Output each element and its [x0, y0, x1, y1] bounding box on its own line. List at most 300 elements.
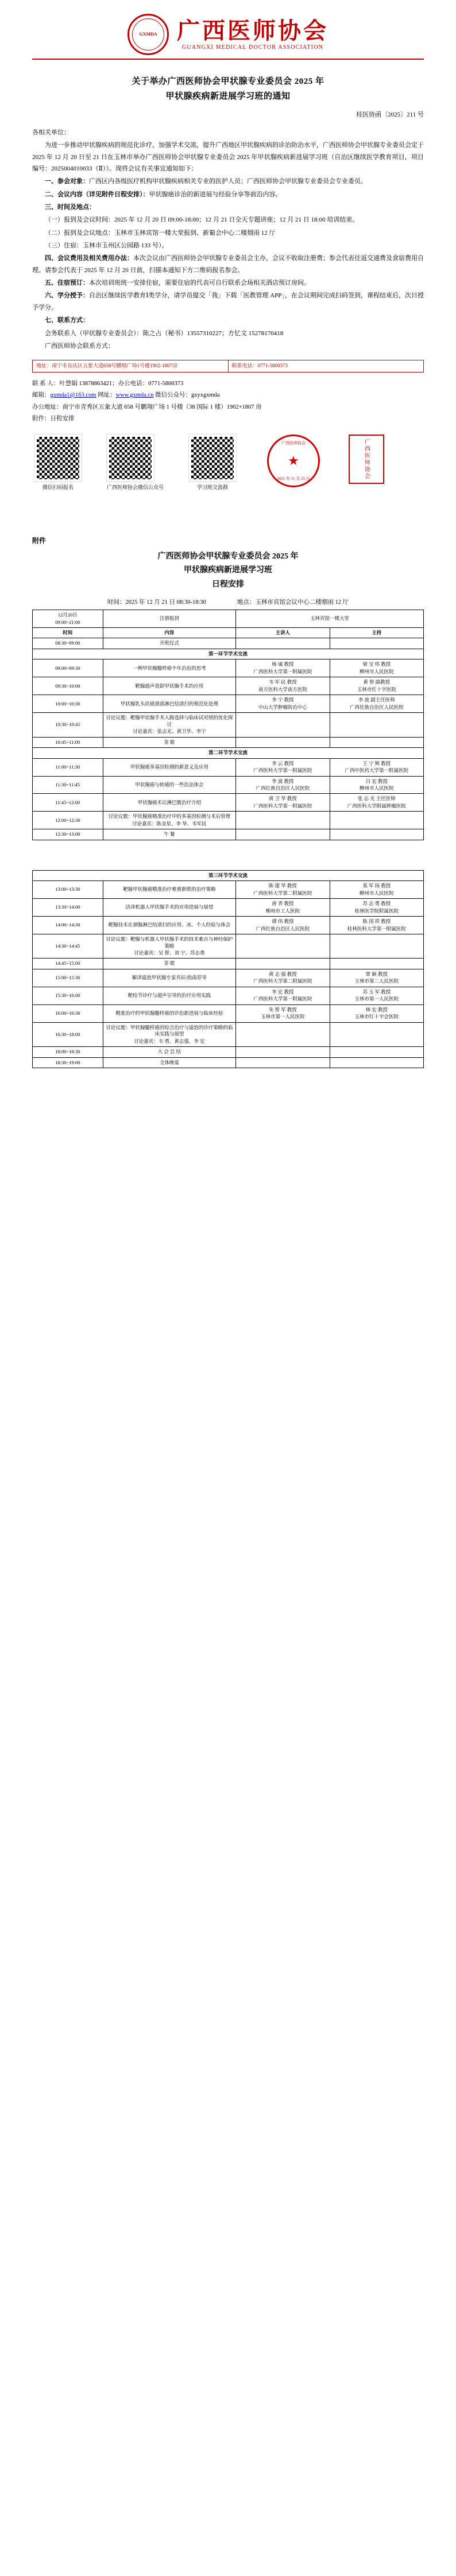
table-header-row	[33, 628, 424, 638]
schedule-content	[103, 959, 236, 969]
cell-line: 精准治疗的甲状腺髓样癌的诊治新进展与临床经验	[115, 1010, 223, 1017]
cell-line: 唐 青 教授	[272, 901, 294, 907]
table-row	[33, 987, 424, 1004]
document-number: 桂医协函〔2025〕211 号	[356, 111, 424, 118]
schedule-speaker	[236, 899, 330, 917]
cell-line: 11:45~12:00	[55, 799, 80, 805]
table-row	[33, 776, 424, 794]
schedule-time	[33, 638, 103, 649]
cell-line: 讨论议题：甲状腺癌精准治疗中的多基因检测与术后管理	[108, 813, 231, 820]
section-4-heading: 四、会议费用及相关费用办法：	[45, 255, 133, 262]
schedule-host	[330, 695, 423, 713]
cell-line: 广西医科大学第一附属医院	[253, 802, 312, 809]
attachment-meta	[32, 598, 424, 606]
red-contact-bar	[32, 360, 424, 373]
table-row	[33, 1047, 424, 1057]
schedule-time	[33, 959, 103, 969]
cell-line: 玉林市第二人民医院	[354, 978, 399, 984]
spacer	[32, 855, 424, 870]
letterhead-divider	[32, 59, 424, 60]
paragraph-intro: 为进一步推动甲状腺疾病的规范化诊疗，加强学术交流，提升广西地区甲状腺疾病的诊治防治水平，广西医师协会甲状腺专业委员会定于 2025 年 12 月 20 日至 21 日在玉林市举办广西医师协会甲状腺专业委员会 2025 年甲状腺疾病新进展学习班（自治区继续医学教育项目，项目编号：2025004010033（Ⅱ））。现将会议有关事宜通知如下：	[32, 142, 424, 173]
schedule-content	[103, 899, 236, 917]
cell-line: 苏 志 勇 教授	[362, 901, 391, 907]
cell-line: 开班仪式	[159, 640, 179, 646]
cell-line: 广西中医药大学第一附属医院	[345, 767, 409, 774]
cell-line: 12:30~13:00	[55, 831, 80, 837]
association-seal-icon	[127, 14, 169, 55]
cell-line: 全体晚宴	[159, 1059, 179, 1065]
cell-line: 12:00~12:30	[55, 817, 80, 823]
title-line-2: 甲状腺疾病新进展学习班的通知	[165, 91, 291, 101]
cell-line: 吕 宏 教授	[365, 778, 388, 784]
section-5-heading: 五、住宿预订：	[45, 280, 89, 287]
cell-line: 09:00~09:30	[55, 665, 80, 671]
cell-line: 15:00~15:30	[55, 975, 80, 981]
schedule-host	[330, 659, 423, 677]
spacer	[32, 521, 424, 536]
cell-line: 16:00~16:30	[55, 1010, 80, 1017]
attachment-label: 附件	[32, 536, 47, 545]
cell-line: 李 云 教授	[272, 760, 294, 766]
cell-line: 广西医科大学第一附属医院	[253, 767, 312, 774]
cell-line: 梁 宝 伟 教授	[362, 661, 391, 668]
schedule-time	[33, 881, 103, 899]
cell-line: 讨论嘉宾：陈金星、李 华、韦军民	[132, 820, 207, 827]
qr-signup-caption: 微信扫码报名	[42, 484, 74, 490]
schedule-host	[330, 899, 423, 917]
cell-line: 玉林市红十字会医院	[354, 1014, 399, 1020]
schedule-section-band	[33, 748, 424, 758]
star-icon: ★	[288, 453, 299, 468]
registration-label: 注册报到	[103, 610, 236, 628]
cell-line: 14:30~14:45	[55, 943, 80, 949]
cell-line: 茶 歇	[164, 739, 175, 745]
org-name-cn: 广西医师协会	[177, 17, 329, 44]
cell-line: 李 宁 教授	[272, 697, 294, 703]
cell-line: 广西壮族自治区人民医院	[256, 785, 310, 791]
cell-line: 11:30~11:45	[55, 781, 80, 787]
schedule-content	[103, 776, 236, 794]
schedule-section-label: 第三环节学术交流	[33, 870, 424, 880]
schedule-content	[103, 812, 236, 829]
schedule-time	[33, 677, 103, 695]
schedule-speaker	[236, 758, 330, 776]
schedule-host	[330, 987, 423, 1004]
column-header-1: 内容	[103, 628, 236, 638]
cell-line: 王 宁 辉 教授	[362, 760, 391, 766]
schedule-content	[103, 829, 236, 840]
cell-line: 朱 智 军 教授	[268, 1006, 297, 1012]
schedule-speaker	[236, 881, 330, 899]
cell-line: 莫 军 扬 教授	[362, 883, 391, 889]
cell-line: 桂林医学院附属医院	[354, 907, 399, 914]
vertical-red-stamp: 广西医师协会	[349, 434, 384, 484]
schedule-speaker	[236, 638, 330, 649]
schedule-time	[33, 934, 103, 959]
cell-line: 玉林市第一人民医院	[354, 996, 399, 1002]
contact-address-line: 办公地址：南宁市青秀区五象大道 658 号鹏翔广场 1 号楼（38 国际 1 楼）1902+1807 房	[32, 404, 262, 410]
schedule-host	[330, 969, 423, 987]
schedule-speaker	[236, 794, 330, 812]
schedule-host	[330, 1004, 423, 1022]
schedule-time	[33, 1004, 103, 1022]
schedule-content	[103, 881, 236, 899]
schedule-host	[330, 638, 423, 649]
salutation: 各相关单位：	[32, 129, 70, 136]
column-header-3: 主持	[330, 628, 423, 638]
column-header-0: 时间	[33, 628, 103, 638]
schedule-table-afternoon	[32, 870, 424, 1068]
cell-line: 活译机器人甲状腺手术的应用进展与展望	[125, 904, 214, 910]
seal-text: GXMDA	[139, 31, 157, 37]
schedule-content	[103, 638, 236, 649]
cell-line: 陈 建 华 教授	[268, 883, 297, 889]
cell-line: 13:30~14:00	[55, 904, 80, 910]
schedule-host	[330, 758, 423, 776]
cell-line: 讨论嘉宾：张志光、黄卫华、李宁	[133, 728, 206, 735]
table-row	[33, 659, 424, 677]
schedule-time	[33, 812, 103, 829]
spacer	[32, 491, 424, 506]
section-7-heading: 七、联系方式：	[45, 317, 89, 324]
red-contact-address: 地址：南宁市良庆区五象大道658号鹏翔广场1号楼1902-1807房	[36, 363, 177, 369]
cell-line: 大 会 总 结	[157, 1049, 181, 1055]
schedule-host	[330, 1057, 423, 1068]
cell-line: 广西医科大学第一附属医院	[253, 996, 312, 1002]
attachment-title	[32, 550, 424, 592]
schedule-speaker	[236, 917, 330, 934]
schedule-time	[33, 713, 103, 737]
cell-line: 15:30~16:00	[55, 992, 80, 999]
qr-group-caption: 学习班交流群	[197, 484, 229, 490]
spacer	[32, 506, 424, 521]
cell-line: 广西壮族自治区人民医院	[256, 925, 310, 932]
table-row	[33, 794, 424, 812]
table-row	[33, 881, 424, 899]
table-row	[33, 829, 424, 840]
qr-official-account[interactable]	[107, 434, 164, 491]
letterhead-text	[177, 19, 329, 51]
website-label: 网址：	[96, 392, 116, 399]
schedule-host	[330, 917, 423, 934]
schedule-speaker	[236, 776, 330, 794]
schedule-host	[330, 829, 423, 840]
cell-line: 10:00~10:30	[55, 700, 80, 707]
spacer	[32, 1068, 424, 1083]
cell-line: 09:30~10:00	[55, 682, 80, 689]
section-3	[32, 201, 424, 213]
wechat-label: 微信公众号：gxyxgxmda	[153, 392, 220, 399]
stamp-org-text: 广西医师协会	[281, 440, 306, 445]
table-row	[33, 1022, 424, 1046]
red-contact-phone: 联系电话：0771-5800373	[228, 360, 424, 372]
table-row	[33, 737, 424, 747]
schedule-content	[103, 1047, 236, 1057]
cell-line: 广西医科大学第二附属医院	[253, 978, 312, 984]
meta-time: 时间：2025 年 12 月 21 日 08:30-18:30	[107, 599, 206, 606]
document-page	[0, 0, 456, 1083]
cell-line: 11:00~11:30	[55, 763, 80, 770]
registration-place: 玉林宾馆一楼大堂	[236, 610, 424, 628]
qr-code-icon[interactable]	[107, 434, 154, 482]
schedule-speaker	[236, 969, 330, 987]
cell-line: 覃 颖 教授	[365, 971, 388, 977]
cell-line: 14:45~15:00	[55, 960, 80, 967]
cell-line: 柳州市人民医院	[360, 785, 394, 791]
attachment-reference: 附件：日程安排	[32, 416, 75, 422]
cell-line: 南方医科大学南方医院	[258, 686, 307, 692]
stamp-date-text: 2025 年 11 月 25 日	[277, 476, 310, 481]
cell-line: 一例甲状腺髓样癌个年治治的思考	[133, 665, 206, 671]
section-1-heading: 一、参会对象：	[45, 178, 89, 185]
cell-line: 解译滤泡甲状腺专家共识/指南荐导	[132, 975, 207, 981]
cell-line: 柳州市工人医院	[265, 907, 300, 914]
spacer	[32, 840, 424, 855]
table-row	[33, 812, 424, 829]
schedule-time	[33, 758, 103, 776]
schedule-time	[33, 659, 103, 677]
contact-email-line	[32, 390, 424, 401]
schedule-speaker	[236, 1057, 330, 1068]
cell-line: 黄 智 副教授	[363, 679, 391, 685]
official-red-stamp	[267, 434, 320, 487]
section-4	[32, 253, 424, 276]
schedule-speaker	[236, 987, 330, 1004]
schedule-host	[330, 737, 423, 747]
schedule-content	[103, 1057, 236, 1068]
qr-official-caption: 广西医师协会微信公众号	[107, 484, 164, 490]
attachment-title-line-2: 甲状腺疾病新进展学习班	[184, 566, 272, 575]
schedule-time	[33, 969, 103, 987]
cell-line: 10:45~11:00	[55, 739, 80, 745]
section-2-heading: 二、会议内容（详见附件日程安排）：	[45, 191, 149, 198]
cell-line: 讨论议题：靶腺与机器人甲状腺手术的技术难点与神经保护策略	[106, 936, 233, 949]
cell-line: 谭 伟 教授	[272, 918, 294, 925]
schedule-time	[33, 917, 103, 934]
schedule-content	[103, 934, 236, 959]
schedule-host	[330, 1047, 423, 1057]
schedule-time	[33, 776, 103, 794]
cell-line: 讨论议题：靶腺甲状腺手术入路选择与临床试对照的优化探讨	[106, 715, 233, 727]
registration-date	[33, 610, 103, 628]
cell-line: 讨论嘉宾：韦 勇、黄志强、李 宏	[134, 1038, 205, 1044]
qr-code-icon[interactable]	[189, 434, 236, 482]
table-row	[33, 917, 424, 934]
cell-line: 广西医科大学附属肿瘤医院	[347, 802, 406, 809]
schedule-time	[33, 1047, 103, 1057]
title-line-1: 关于举办广西医师协会甲状腺专业委员会 2025 年	[132, 77, 324, 86]
schedule-time	[33, 695, 103, 713]
schedule-content	[103, 713, 236, 737]
schedule-host	[330, 812, 423, 829]
schedule-table-morning	[32, 610, 424, 840]
qr-group[interactable]	[189, 434, 236, 491]
schedule-section-band	[33, 649, 424, 659]
schedule-speaker	[236, 1022, 330, 1046]
cell-line: 18:30~19:00	[55, 1059, 80, 1065]
cell-line: 靶腺甲状腺癌精准治疗难重新联的治疗策略	[123, 886, 216, 893]
cell-line: 黄 卫 华 教授	[268, 796, 297, 802]
section-1-body: 广西区内各级医疗机构甲状腺疾病相关专业的医护人员；广西医师协会甲状腺专业委员会专业委员。	[89, 178, 367, 185]
section-2-body: 甲状腺癌诊治的新进展与经验分享等前沿内容。	[149, 191, 282, 198]
section-6-body: 自治区继续医学教育Ⅰ类学分，请学员提交「我」下载「医教管理 APP」，在会议期间完成扫码签到，课程结束后，次日授予学分。	[32, 292, 424, 311]
table-row	[33, 638, 424, 649]
schedule-speaker	[236, 829, 330, 840]
cell-line: 甲状腺癌与转癌的一些治法体会	[135, 781, 204, 787]
schedule-host	[330, 794, 423, 812]
cell-line: 16:30~18:00	[55, 1031, 80, 1037]
notice-document	[0, 0, 456, 1083]
schedule-section-label: 第一环节学术交流	[33, 649, 424, 659]
schedule-content	[103, 659, 236, 677]
section-4-body: 本次会议由广西医师协会甲状腺专业委员会主办，会议不收取注册费；参会代表往返交通费及食宿费用自理。请参会代表于 2025 年 12 月 20 日前，扫描本通知下方二维码报名参会。	[32, 255, 424, 274]
schedule-host	[330, 934, 423, 959]
page-title	[32, 75, 424, 104]
attachment-title-line-1: 广西医师协会甲状腺专业委员会 2025 年	[157, 552, 299, 561]
section-1	[32, 176, 424, 187]
registration-row	[33, 610, 424, 628]
schedule-content	[103, 758, 236, 776]
schedule-host	[330, 677, 423, 695]
table-row	[33, 713, 424, 737]
section-3-line-1: （一）报到及会议时间：2025 年 12 月 20 日 09:00-18:00；12 月 21 日全天专题讲座；12 月 21 日 18:00 培训结束。	[45, 216, 359, 224]
schedule-content	[103, 1022, 236, 1046]
cell-line: 甲状腺乳头状癌颈部淋巴结清扫的规范化处理	[120, 700, 218, 707]
cell-line: 广西医科大学第一附属医院	[253, 668, 312, 674]
org-name-en: GUANGXI MEDICAL DOCTOR ASSOCIATION	[181, 44, 324, 51]
cell-line: 玉林市红十字医院	[357, 686, 396, 692]
cell-line: 苏 玉 军 教授	[362, 988, 391, 995]
cell-line: 广西医科大学第二附属医院	[253, 890, 312, 896]
cell-line: 张 志 光 主任医师	[357, 796, 396, 802]
cell-line: 10:30~10:45	[55, 721, 80, 728]
schedule-host	[330, 776, 423, 794]
schedule-time	[33, 987, 103, 1004]
schedule-content	[103, 677, 236, 695]
website-link[interactable]: www.gxmda.cn	[115, 392, 154, 399]
cell-line: 13:00~13:30	[55, 886, 80, 893]
table-row	[33, 899, 424, 917]
schedule-time	[33, 1022, 103, 1046]
section-7	[32, 315, 424, 326]
schedule-content	[103, 794, 236, 812]
cell-line: 午 餐	[164, 831, 175, 837]
schedule-time	[33, 794, 103, 812]
table-row	[33, 695, 424, 713]
schedule-speaker	[236, 812, 330, 829]
cell-line: 韦 军 民 教授	[268, 679, 297, 685]
cell-line: 14:00~14:30	[55, 922, 80, 928]
schedule-content	[103, 987, 236, 1004]
table-row	[33, 758, 424, 776]
section-5-body: 本次培训班统一安排住宿，需要住宿的代表可自行联系会场相关酒店预订房间。	[89, 280, 310, 287]
schedule-host	[330, 1022, 423, 1046]
schedule-host	[330, 881, 423, 899]
schedule-host	[330, 959, 423, 969]
schedule-content	[103, 695, 236, 713]
qr-and-stamp-row	[34, 434, 424, 491]
schedule-time	[33, 899, 103, 917]
schedule-content	[103, 917, 236, 934]
contact-person-line: 联 系 人：叶慧娟 13878863421；办公电话：0771-5800373	[32, 380, 184, 387]
table-row	[33, 1004, 424, 1022]
cell-line: 玉林市第一人民医院	[261, 1014, 305, 1020]
schedule-section-band	[33, 870, 424, 880]
cell-line: 08:30~09:00	[55, 640, 80, 646]
cell-line: 中山大学肿瘤防治中心	[258, 704, 307, 710]
column-header-2: 主讲人	[236, 628, 330, 638]
schedule-time	[33, 737, 103, 747]
section-6-heading: 六、学分授予：	[45, 292, 90, 300]
schedule-section-label: 第二环节学术交流	[33, 748, 424, 758]
section-7-assoc: 广西医师协会联系方式：	[45, 342, 114, 350]
attachment-title-line-3: 日程安排	[212, 580, 244, 589]
cell-line: 靶腺技术在颈腺淋巴结清扫的应用、冰、个人经验与体会	[108, 922, 231, 928]
cell-line: 杨 诚 教授	[272, 661, 294, 668]
cell-line: 黄 志 强 教授	[268, 971, 297, 977]
table-row	[33, 934, 424, 959]
cell-line: 桂林医科大学第一附属医院	[347, 925, 406, 932]
cell-line: 茶 歇	[164, 960, 175, 967]
cell-line: 甲状腺癌术后淋巴腹治疗介绍	[137, 799, 202, 805]
schedule-speaker	[236, 677, 330, 695]
cell-line: 12月20日	[57, 612, 78, 618]
schedule-time	[33, 829, 103, 840]
schedule-speaker	[236, 1047, 330, 1057]
email-link[interactable]: gxmda1@163.com	[50, 392, 96, 399]
cell-line: 陈 国 祥 教授	[362, 918, 391, 925]
section-5	[32, 277, 424, 289]
email-label: 邮箱：	[32, 392, 51, 399]
schedule-speaker	[236, 695, 330, 713]
section-3-line-2: （二）报到及会议地点：玉林市玉林宾馆一楼大堂报到、新葡会中心二楼烟雨 12 厅	[45, 229, 276, 236]
cell-line: 甲状腺癌多基因检测的新意义及应用	[130, 763, 208, 770]
cell-line: 09:00~21:00	[55, 619, 80, 625]
qr-code-icon[interactable]	[34, 434, 82, 482]
schedule-speaker	[236, 713, 330, 737]
table-row	[33, 959, 424, 969]
schedule-speaker	[236, 959, 330, 969]
schedule-speaker	[236, 659, 330, 677]
cell-line: 李 宏 教授	[272, 988, 294, 995]
schedule-content	[103, 969, 236, 987]
schedule-speaker	[236, 737, 330, 747]
cell-line: 靶腺超声造影甲状腺手术的应用	[135, 682, 204, 689]
cell-line: 18:00~18:30	[55, 1049, 80, 1055]
cell-line: 靶结节诊疗与超声引导的治疗应用实践	[127, 992, 211, 999]
cell-line: 讨论议题：甲状腺髓样癌的综合治疗与滤泡的诊疗策略的临床实践与展望	[106, 1024, 233, 1037]
cell-line: 广西壮族自治区人民医院	[350, 704, 404, 710]
schedule-host	[330, 713, 423, 737]
cell-line: 李 波 教授	[272, 778, 294, 784]
contact-block	[32, 378, 424, 425]
cell-line: 柳州市人民医院	[360, 890, 394, 896]
red-contact-row	[33, 360, 423, 372]
schedule-time	[33, 1057, 103, 1068]
meta-place: 地点：玉林市宾馆会议中心二楼烟雨 12 厅	[237, 599, 349, 606]
schedule-content	[103, 1004, 236, 1022]
cell-line: 讨论嘉宾：吴 智、刘 宁、苏志勇	[134, 950, 205, 956]
qr-signup[interactable]	[34, 434, 82, 491]
section-7-contact: 会务联系人（甲状腺专业委员会）：陈之占（秘书）13557310227；方忆文 15278170418	[45, 329, 284, 337]
table-row	[33, 677, 424, 695]
section-6	[32, 290, 424, 313]
section-3-heading: 三、时间及地点：	[45, 204, 95, 211]
cell-line: 柳州市人民医院	[360, 668, 394, 674]
table-row	[33, 969, 424, 987]
schedule-content	[103, 737, 236, 747]
schedule-speaker	[236, 934, 330, 959]
